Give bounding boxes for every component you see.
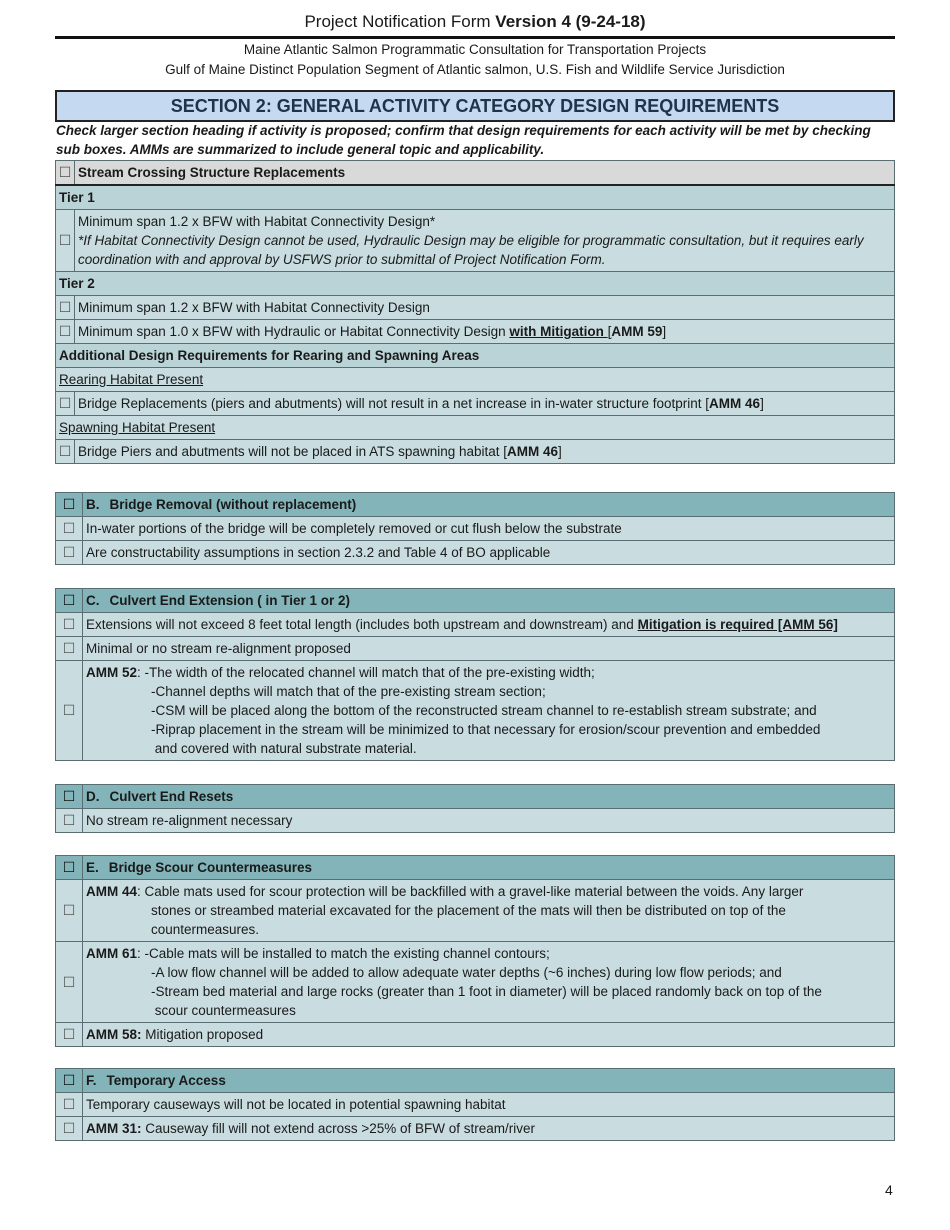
header-subtitle-1: Maine Atlantic Salmon Programmatic Consultation for Transportation Projects: [243, 42, 707, 57]
tier-1-footnote: *If Habitat Connectivity Design cannot be used, Hydraulic Design may be eligible for programmatic consultation, but it requires early coordination with and approval by USFWS prior to submittal of Project Notification Form.: [78, 233, 864, 267]
stream-crossing-heading-row: [56, 161, 895, 186]
page-number: 4: [885, 1182, 893, 1198]
culvert-extension-item-2: Minimal or no stream re-alignment proposed: [83, 637, 895, 661]
temporary-access-item-1: Temporary causeways will not be located in potential spawning habitat: [83, 1093, 895, 1117]
amm-52-checkbox[interactable]: ☐: [56, 661, 83, 761]
tier-2-label: Tier 2: [56, 272, 895, 296]
amm-52-item: AMM 52: -The width of the relocated channel will match that of the pre-existing width; -Channel depths will match that of the pre-existing stream section; -CSM will be placed along the bottom of the reconstructed stream channel to re-establish stream substrate; and -Riprap placement in the stream will be minimized to that necessary for erosion/scour prevention and embedded and covered with natural substrate material.: [83, 661, 895, 761]
tier-1-span-item: Minimum span 1.2 x BFW with Habitat Connectivity Design* *If Habitat Connectivity Design cannot be used, Hydraulic Design may be eligible for programmatic consultation, but it requires early coordination with and approval by USFWS prior to submittal of Project Notification Form.: [75, 210, 895, 272]
culvert-extension-table: [55, 588, 895, 761]
stream-crossing-table: [55, 160, 895, 464]
amm-44-item: AMM 44: Cable mats used for scour protection will be backfilled with a gravel-like material between the voids. Any larger stones or streambed material excavated for the placement of the mats will then be distributed on top of the countermeasures.: [83, 880, 895, 942]
tier-2-span-item: Minimum span 1.2 x BFW with Habitat Connectivity Design: [75, 296, 895, 320]
temporary-access-item-1-checkbox[interactable]: ☐: [56, 1093, 83, 1117]
culvert-extension-item-1: Extensions will not exceed 8 feet total length (includes both upstream and downstream) and Mitigation is required [AMM 56]: [83, 613, 895, 637]
rearing-checkbox[interactable]: ☐: [56, 392, 75, 416]
header-subtitle-2: Gulf of Maine Distinct Population Segment of Atlantic salmon, U.S. Fish and Wildlife Service Jurisdiction: [165, 62, 785, 77]
rearing-item: Bridge Replacements (piers and abutments) will not result in a net increase in in-water structure footprint [AMM 46]: [75, 392, 895, 416]
culvert-resets-heading: D. Culvert End Resets: [83, 785, 895, 809]
bridge-removal-item-2-checkbox[interactable]: ☐: [56, 541, 83, 565]
tier-1-label: Tier 1: [56, 185, 895, 210]
stream-crossing-heading: Stream Crossing Structure Replacements: [75, 161, 895, 186]
amm-31-checkbox[interactable]: ☐: [56, 1117, 83, 1141]
spawning-item: Bridge Piers and abutments will not be placed in ATS spawning habitat [AMM 46]: [75, 440, 895, 464]
scour-countermeasures-checkbox[interactable]: ☐: [56, 856, 83, 880]
amm-44-checkbox[interactable]: ☐: [56, 880, 83, 942]
temporary-access-checkbox[interactable]: ☐: [56, 1069, 83, 1093]
culvert-resets-item-checkbox[interactable]: ☐: [56, 809, 83, 833]
amm-58-item: AMM 58: Mitigation proposed: [83, 1023, 895, 1047]
culvert-extension-item-1-checkbox[interactable]: ☐: [56, 613, 83, 637]
amm-61-checkbox[interactable]: ☐: [56, 942, 83, 1023]
scour-countermeasures-heading: E. Bridge Scour Countermeasures: [83, 856, 895, 880]
tier-2-mitigation-item: Minimum span 1.0 x BFW with Hydraulic or Habitat Connectivity Design with Mitigation [AMM 59]: [75, 320, 895, 344]
additional-requirements-label: Additional Design Requirements for Rearing and Spawning Areas: [56, 344, 895, 368]
tier-1-span-checkbox[interactable]: ☐: [56, 210, 75, 272]
bridge-removal-item-1-checkbox[interactable]: ☐: [56, 517, 83, 541]
bridge-removal-checkbox[interactable]: ☐: [56, 493, 83, 517]
temporary-access-table: [55, 1068, 895, 1141]
bridge-removal-item-2: Are constructability assumptions in section 2.3.2 and Table 4 of BO applicable: [83, 541, 895, 565]
header-rule: [55, 36, 895, 39]
scour-countermeasures-table: [55, 855, 895, 1047]
spawning-habitat-label: Spawning Habitat Present: [56, 416, 895, 440]
tier-2-span-checkbox[interactable]: ☐: [56, 296, 75, 320]
amm-61-item: AMM 61: -Cable mats will be installed to match the existing channel contours; -A low flow channel will be added to allow adequate water depths (~6 inches) during low flow periods; and -Stream bed material and large rocks (greater than 1 foot in diameter) will be placed randomly back on top of the scour countermeasures: [83, 942, 895, 1023]
rearing-habitat-label: Rearing Habitat Present: [56, 368, 895, 392]
instructions: Check larger section heading if activity is proposed; confirm that design requirements for each activity will be met by checking sub boxes. AMMs are summarized to include general topic and applicability.: [56, 123, 871, 157]
culvert-resets-item: No stream re-alignment necessary: [83, 809, 895, 833]
section-title: SECTION 2: GENERAL ACTIVITY CATEGORY DESIGN REQUIREMENTS: [55, 90, 895, 122]
bridge-removal-item-1: In-water portions of the bridge will be completely removed or cut flush below the substrate: [83, 517, 895, 541]
culvert-resets-checkbox[interactable]: ☐: [56, 785, 83, 809]
amm-58-checkbox[interactable]: ☐: [56, 1023, 83, 1047]
culvert-resets-table: [55, 784, 895, 833]
stream-crossing-checkbox[interactable]: ☐: [56, 161, 75, 186]
tier-2-mitigation-checkbox[interactable]: ☐: [56, 320, 75, 344]
form-title: Project Notification Form Version 4 (9-24-18): [304, 12, 646, 31]
temporary-access-heading: F. Temporary Access: [83, 1069, 895, 1093]
amm-31-item: AMM 31: Causeway fill will not extend across >25% of BFW of stream/river: [83, 1117, 895, 1141]
spawning-checkbox[interactable]: ☐: [56, 440, 75, 464]
culvert-extension-item-2-checkbox[interactable]: ☐: [56, 637, 83, 661]
culvert-extension-checkbox[interactable]: ☐: [56, 589, 83, 613]
bridge-removal-table: [55, 492, 895, 565]
culvert-extension-heading: C. Culvert End Extension ( in Tier 1 or 2): [83, 589, 895, 613]
bridge-removal-heading: B. Bridge Removal (without replacement): [83, 493, 895, 517]
